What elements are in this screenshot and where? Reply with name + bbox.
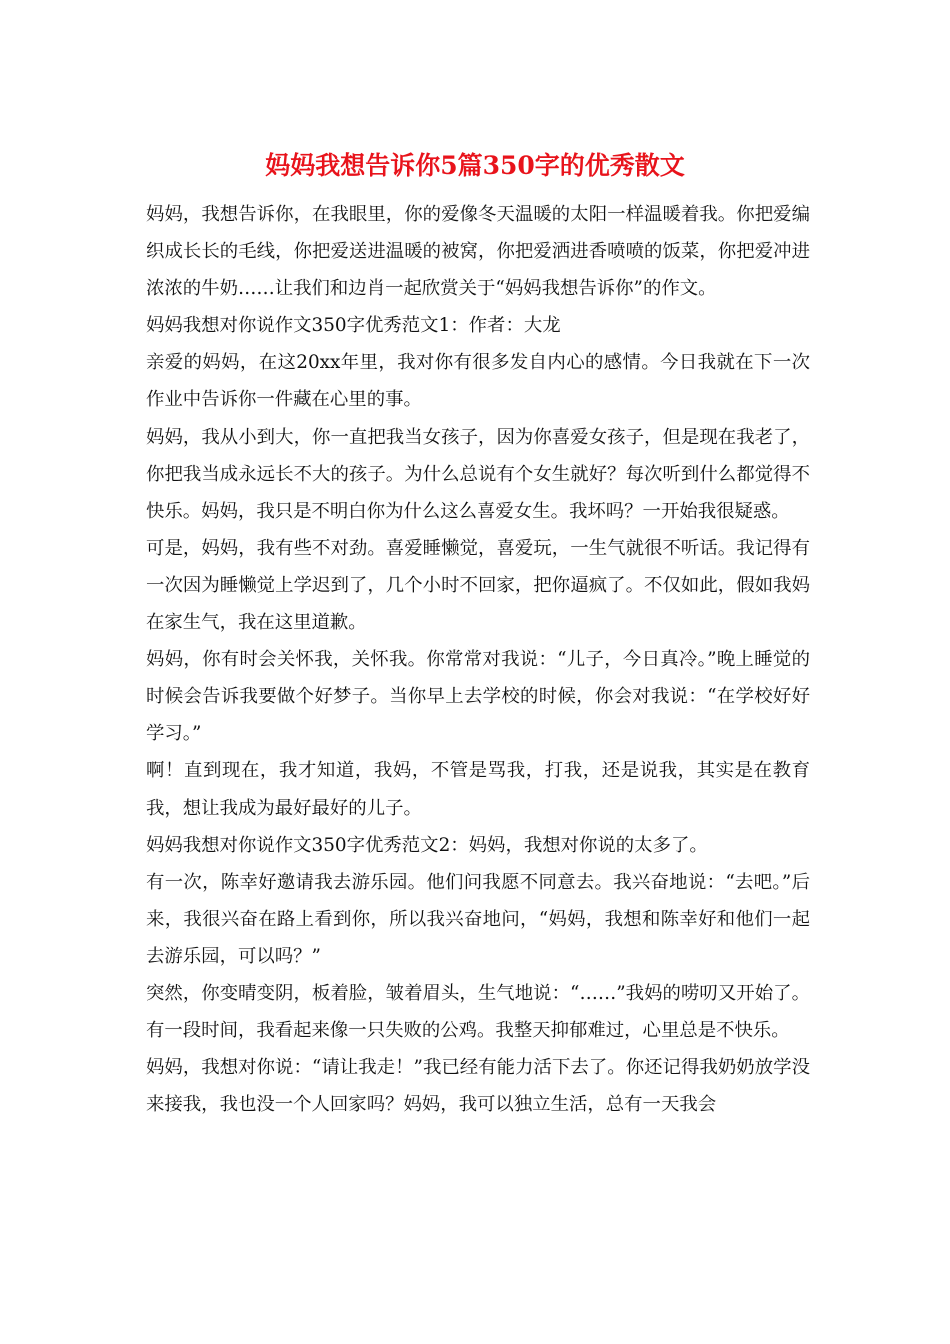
paragraph: 亲爱的妈妈，在这20xx年里，我对你有很多发自内心的感情。今日我就在下一次作业中告诉你一件藏在心里的事。 <box>146 352 810 411</box>
paragraph: 妈妈，你有时会关怀我，关怀我。你常常对我说：“儿子，今日真冷。”晚上睡觉的时候会告诉我要做个好梦子。当你早上去学校的时候，你会对我说：“在学校好好学习。” <box>146 649 810 745</box>
paragraph-essay2-heading: 妈妈我想对你说作文350字优秀范文2：妈妈，我想对你说的太多了。 <box>146 834 708 856</box>
paragraph: 啊！直到现在，我才知道，我妈，不管是骂我，打我，还是说我，其实是在教育我，想让我成为最好最好的儿子。 <box>146 760 810 819</box>
document-body <box>146 196 810 1123</box>
paragraph-essay1-heading: 妈妈我想对你说作文350字优秀范文1：作者：大龙 <box>146 315 561 337</box>
paragraph: 突然，你变晴变阴，板着脸，皱着眉头，生气地说：“……”我妈的唠叨又开始了。有一段时间，我看起来像一只失败的公鸡。我整天抑郁难过，心里总是不快乐。 <box>146 982 810 1042</box>
paragraph: 妈妈，我从小到大，你一直把我当女孩子，因为你喜爱女孩子，但是现在我老了，你把我当成永远长不大的孩子。为什么总说有个女生就好？每次听到什么都觉得不快乐。妈妈，我只是不明白你为什么这么喜爱女生。我坏吗？一开始我很疑惑。 <box>146 426 810 522</box>
paragraph-intro: 妈妈，我想告诉你，在我眼里，你的爱像冬天温暖的太阳一样温暖着我。你把爱编织成长长的毛线，你把爱送进温暖的被窝，你把爱洒进香喷喷的饭菜，你把爱冲进浓浓的牛奶……让我们和边肖一起欣赏关于“妈妈我想告诉你”的作文。 <box>146 204 810 300</box>
paragraph: 可是，妈妈，我有些不对劲。喜爱睡懒觉，喜爱玩，一生气就很不听话。我记得有一次因为睡懒觉上学迟到了，几个小时不回家，把你逼疯了。不仅如此，假如我妈在家生气，我在这里道歉。 <box>146 537 810 634</box>
paragraph: 有一次，陈幸好邀请我去游乐园。他们问我愿不同意去。我兴奋地说：“去吧。”后来，我很兴奋在路上看到你，所以我兴奋地问，“妈妈，我想和陈幸好和他们一起去游乐园，可以吗？” <box>146 871 810 967</box>
paragraph: 妈妈，我想对你说：“请让我走！”我已经有能力活下去了。你还记得我奶奶放学没来接我，我也没一个人回家吗？妈妈，我可以独立生活，总有一天我会 <box>146 1057 810 1116</box>
document-title: 妈妈我想告诉你5篇350字的优秀散文 <box>265 151 685 180</box>
